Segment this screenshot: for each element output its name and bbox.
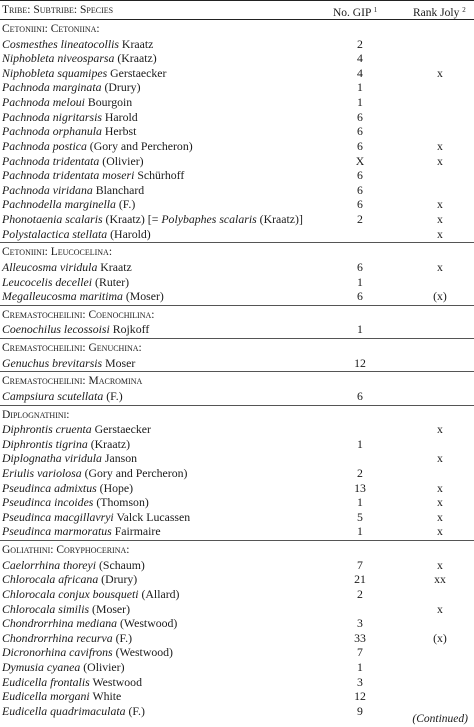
table-row (0, 645, 474, 660)
species-author: (Thomson) (93, 495, 149, 510)
species-name: Pachnoda marginata (2, 80, 102, 95)
species-cell (2, 197, 135, 212)
gip-count-cell: 6 (357, 388, 363, 403)
gip-count-cell: 1 (357, 495, 363, 510)
species-name: Pachnoda tridentata (2, 153, 100, 168)
group-heading: Cetoniini: Cetoniina: (2, 23, 100, 35)
species-cell (2, 437, 130, 452)
rank-joly-cell: x (437, 480, 443, 495)
rank-joly-cell: x (437, 495, 443, 510)
table-row (0, 437, 474, 452)
gip-count-cell: 6 (357, 259, 363, 274)
group-heading: Cremastocheilini: Genuchina: (2, 342, 142, 355)
species-cell (2, 356, 135, 371)
rank-joly-cell: x (437, 524, 443, 539)
gip-count-cell: 9 (357, 703, 363, 718)
rank-joly-cell: x (437, 509, 443, 524)
species-cell (2, 675, 142, 690)
species-author: Valck Lucassen (113, 509, 191, 524)
header-rank-joly-label: Rank Joly (413, 7, 460, 19)
species-name: Pseudinca marmoratus (2, 524, 112, 539)
species-name: Eriulis variolosa (2, 465, 82, 480)
gip-count-cell: 13 (354, 480, 366, 495)
table-row (0, 422, 474, 437)
species-cell (2, 95, 132, 110)
species-cell (2, 124, 136, 139)
group-divider (0, 540, 474, 541)
gip-count-cell: 33 (354, 630, 366, 645)
species-cell (2, 466, 187, 481)
species-cell (2, 495, 149, 510)
species-cell (2, 587, 179, 602)
rank-joly-cell: (x) (433, 289, 447, 304)
gip-count-cell: 4 (357, 65, 363, 80)
rank-joly-cell: (x) (433, 630, 447, 645)
species-author: (Harold) (107, 226, 151, 241)
group-divider (0, 405, 474, 406)
table-row (0, 80, 474, 95)
table-row (0, 275, 474, 290)
species-author: Rojkoff (109, 322, 150, 337)
rank-joly-cell: x (437, 226, 443, 241)
species-name: Niphobleta squamipes (2, 65, 108, 80)
header-no-gip-label: No. GIP (333, 7, 371, 19)
species-name: Alleucosma viridula (2, 259, 98, 274)
species-name: Coenochilus lecossoisi (2, 322, 110, 337)
continued-note: (Continued) (412, 713, 468, 725)
species-name: Chondrorrhina mediana (2, 616, 118, 631)
species-name: Diphrontis tigrina (2, 436, 88, 451)
table-row (0, 289, 474, 304)
species-name: Eudicella frontalis (2, 674, 90, 689)
species-author: (Drury) (98, 572, 138, 587)
group-heading: Cremastocheilini: Macromina (2, 375, 143, 388)
gip-count-cell: 1 (357, 524, 363, 539)
species-cell (2, 37, 153, 52)
species-cell (2, 602, 130, 617)
rank-joly-cell: x (437, 212, 443, 227)
rank-joly-cell: xx (434, 572, 446, 587)
species-cell (2, 422, 151, 437)
species-author: Blanchard (92, 182, 145, 197)
species-name: Phonotaenia scalaris (2, 212, 103, 227)
species-author: (Kraatz) [= (102, 212, 162, 227)
table-row (0, 95, 474, 110)
species-cell (2, 227, 151, 242)
gip-count-cell: 4 (357, 51, 363, 66)
table-row (0, 675, 474, 690)
species-cell (2, 572, 137, 587)
species-author: (F.) (103, 388, 123, 403)
group-heading: Goliathini: Coryphocerina: (2, 544, 130, 557)
species-author: (Kraatz) (114, 51, 157, 66)
species-cell (2, 154, 144, 169)
species-name: Pseudinca admixtus (2, 480, 97, 495)
species-author: (Allard) (138, 586, 180, 601)
gip-count-cell: 7 (357, 557, 363, 572)
rank-joly-cell: x (437, 197, 443, 212)
species-author: (Ruter) (92, 274, 130, 289)
species-author: (F.) (112, 630, 133, 645)
species-author: Bourgoin (84, 95, 133, 110)
species-name: Pachnodella marginella (2, 197, 116, 212)
group-heading: Cetoniini: Leucocelina: (2, 246, 113, 259)
rank-joly-cell: x (437, 153, 443, 168)
species-name: Niphobleta niveosparsa (2, 51, 115, 66)
species-cell (2, 689, 121, 704)
group-heading: Diplognathini: (2, 408, 70, 421)
gip-count-cell: 6 (357, 197, 363, 212)
gip-count-cell: 5 (357, 509, 363, 524)
species-name: Leucocelis decellei (2, 274, 93, 289)
group-divider (0, 371, 474, 372)
gip-count-cell: 1 (357, 660, 363, 675)
species-name: Dymusia cyanea (2, 660, 81, 675)
table-row (0, 660, 474, 675)
species-author: (Olivier) (80, 660, 125, 675)
species-synonym-author: (Kraatz)] (256, 212, 303, 227)
table-row (0, 524, 474, 539)
table-row (0, 704, 474, 719)
rank-joly-cell: x (437, 557, 443, 572)
gip-count-cell: 1 (357, 80, 363, 95)
gip-count-cell: 1 (357, 95, 363, 110)
table-row (0, 466, 474, 481)
header-no-gip-footnote: 1 (373, 6, 378, 14)
gip-count-cell: 3 (357, 616, 363, 631)
header-rank-joly-footnote: 2 (462, 6, 466, 14)
table-row (0, 572, 474, 587)
table-row (0, 212, 474, 227)
species-name: Eudicella quadrimaculata (2, 703, 126, 718)
table-row (0, 322, 474, 337)
species-synonym-name: Polybaphes scalaris (161, 212, 257, 227)
species-cell (2, 631, 132, 646)
species-author: Schürhoff (134, 168, 185, 183)
species-cell (2, 260, 132, 275)
species-author: Herbst (101, 124, 137, 139)
gip-count-cell: 12 (354, 355, 366, 370)
rank-joly-cell: x (437, 422, 443, 437)
table-row (0, 616, 474, 631)
table-row (0, 154, 474, 169)
species-name: Chlorocala conjux bousqueti (2, 586, 139, 601)
species-author: (Westwood) (117, 616, 178, 631)
gip-count-cell: 7 (357, 645, 363, 660)
species-name: Chlorocala similis (2, 601, 90, 616)
gip-count-cell: 6 (357, 138, 363, 153)
species-cell (2, 289, 164, 304)
table-row (0, 110, 474, 125)
species-author: White (89, 689, 122, 704)
table-row (0, 481, 474, 496)
species-author: (Olivier) (99, 153, 144, 168)
species-name: Pachnoda tridentata moseri (2, 168, 135, 183)
rank-joly-cell: x (437, 65, 443, 80)
species-author: Harold (101, 109, 138, 124)
species-cell (2, 645, 173, 660)
species-cell (2, 51, 157, 66)
table-row (0, 260, 474, 275)
rank-joly-cell: x (437, 451, 443, 466)
species-name: Megalleucosma maritima (2, 289, 123, 304)
species-cell (2, 510, 190, 525)
species-cell (2, 451, 137, 466)
top-rule (0, 0, 474, 1)
species-author: Moser (102, 355, 136, 370)
species-name: Pseudinca macgillavryi (2, 509, 114, 524)
species-name: Diplognatha viridula (2, 451, 102, 466)
table-row (0, 66, 474, 81)
species-cell (2, 275, 129, 290)
gip-count-cell: 3 (357, 674, 363, 689)
table-row (0, 558, 474, 573)
species-cell (2, 212, 303, 227)
table-row (0, 510, 474, 525)
species-author: Kraatz (97, 259, 132, 274)
table-row (0, 183, 474, 198)
gip-count-cell: 2 (357, 36, 363, 51)
species-author: Gerstaecker (91, 422, 151, 437)
species-cell (2, 80, 141, 95)
species-cell (2, 558, 145, 573)
species-name: Pachnoda postica (2, 138, 87, 153)
table-row (0, 197, 474, 212)
species-cell (2, 660, 125, 675)
species-author: (Hope) (96, 480, 134, 495)
table-row (0, 124, 474, 139)
gip-count-cell: 6 (357, 124, 363, 139)
species-name: Genuchus brevitarsis (2, 355, 103, 370)
species-cell (2, 389, 123, 404)
species-name: Diphrontis cruenta (2, 422, 92, 437)
species-author: (Schaum) (96, 557, 145, 572)
species-name: Polystalactica stellata (2, 226, 108, 241)
species-author: Gerstaecker (107, 65, 167, 80)
species-author: (Kraatz) (87, 436, 131, 451)
species-author: (F.) (125, 703, 145, 718)
table-row (0, 139, 474, 154)
table-row (0, 389, 474, 404)
header-tribe-subtribe-species: Tribe: Subtribe: Species (2, 4, 114, 16)
table-row (0, 602, 474, 617)
species-author: (Moser) (122, 289, 164, 304)
species-author: Fairmaire (111, 524, 161, 539)
gip-count-cell: 12 (354, 689, 366, 704)
species-author: Kraatz (118, 36, 154, 51)
rank-joly-cell: x (437, 138, 443, 153)
gip-count-cell: 6 (357, 168, 363, 183)
table-row (0, 587, 474, 602)
species-cell (2, 322, 149, 337)
species-name: Chondrorrhina recurva (2, 630, 113, 645)
gip-count-cell: 2 (357, 465, 363, 480)
species-name: Campsiura scutellata (2, 388, 104, 403)
table-row (0, 51, 474, 66)
header-rule (0, 19, 474, 20)
species-author: (Drury) (101, 80, 141, 95)
species-name: Dicronorhina cavifrons (2, 645, 113, 660)
table-row (0, 451, 474, 466)
species-name: Pachnoda viridana (2, 182, 93, 197)
species-cell (2, 524, 161, 539)
gip-count-cell: 2 (357, 212, 363, 227)
species-author: (Moser) (89, 601, 131, 616)
species-cell (2, 183, 144, 198)
gip-count-cell: 1 (357, 436, 363, 451)
species-name: Pachnoda nigritarsis (2, 109, 102, 124)
gip-count-cell: 1 (357, 274, 363, 289)
header-no-gip (333, 2, 377, 18)
group-heading: Cremastocheilini: Coenochilina: (2, 308, 155, 321)
table-row (0, 356, 474, 371)
gip-count-cell: 2 (357, 586, 363, 601)
species-author: Westwood (89, 674, 142, 689)
rank-joly-cell: x (437, 601, 443, 616)
gip-count-cell: 6 (357, 182, 363, 197)
gip-count-cell: 1 (357, 322, 363, 337)
table-row (0, 495, 474, 510)
group-divider (0, 242, 474, 243)
species-cell (2, 616, 177, 631)
gip-count-cell: 21 (354, 572, 366, 587)
species-author: (F.) (115, 197, 136, 212)
table-row (0, 631, 474, 646)
species-cell (2, 139, 193, 154)
species-cell (2, 704, 145, 719)
group-divider (0, 338, 474, 339)
species-cell (2, 66, 166, 81)
species-cell (2, 110, 138, 125)
species-author: (Gory and Percheron) (81, 465, 188, 480)
species-author: (Westwood) (112, 645, 173, 660)
rank-joly-cell: x (437, 259, 443, 274)
gip-count-cell: X (355, 153, 365, 168)
species-name: Pseudinca incoides (2, 495, 94, 510)
species-cell (2, 168, 184, 183)
species-name: Pachnoda orphanula (2, 124, 102, 139)
group-divider (0, 305, 474, 306)
species-name: Pachnoda meloui (2, 95, 85, 110)
table-row (0, 227, 474, 242)
species-name: Eudicella morgani (2, 689, 90, 704)
species-name: Cosmesthes lineatocollis (2, 36, 119, 51)
table-row (0, 168, 474, 183)
species-author: (Gory and Percheron) (86, 138, 193, 153)
gip-count-cell: 6 (357, 109, 363, 124)
table-row (0, 37, 474, 52)
species-name: Chlorocala africana (2, 572, 99, 587)
species-name: Caelorrhina thoreyi (2, 557, 97, 572)
table-row (0, 689, 474, 704)
species-cell (2, 481, 133, 496)
header-rank-joly (413, 2, 466, 18)
species-author: Janson (101, 451, 138, 466)
gip-count-cell: 6 (357, 289, 363, 304)
